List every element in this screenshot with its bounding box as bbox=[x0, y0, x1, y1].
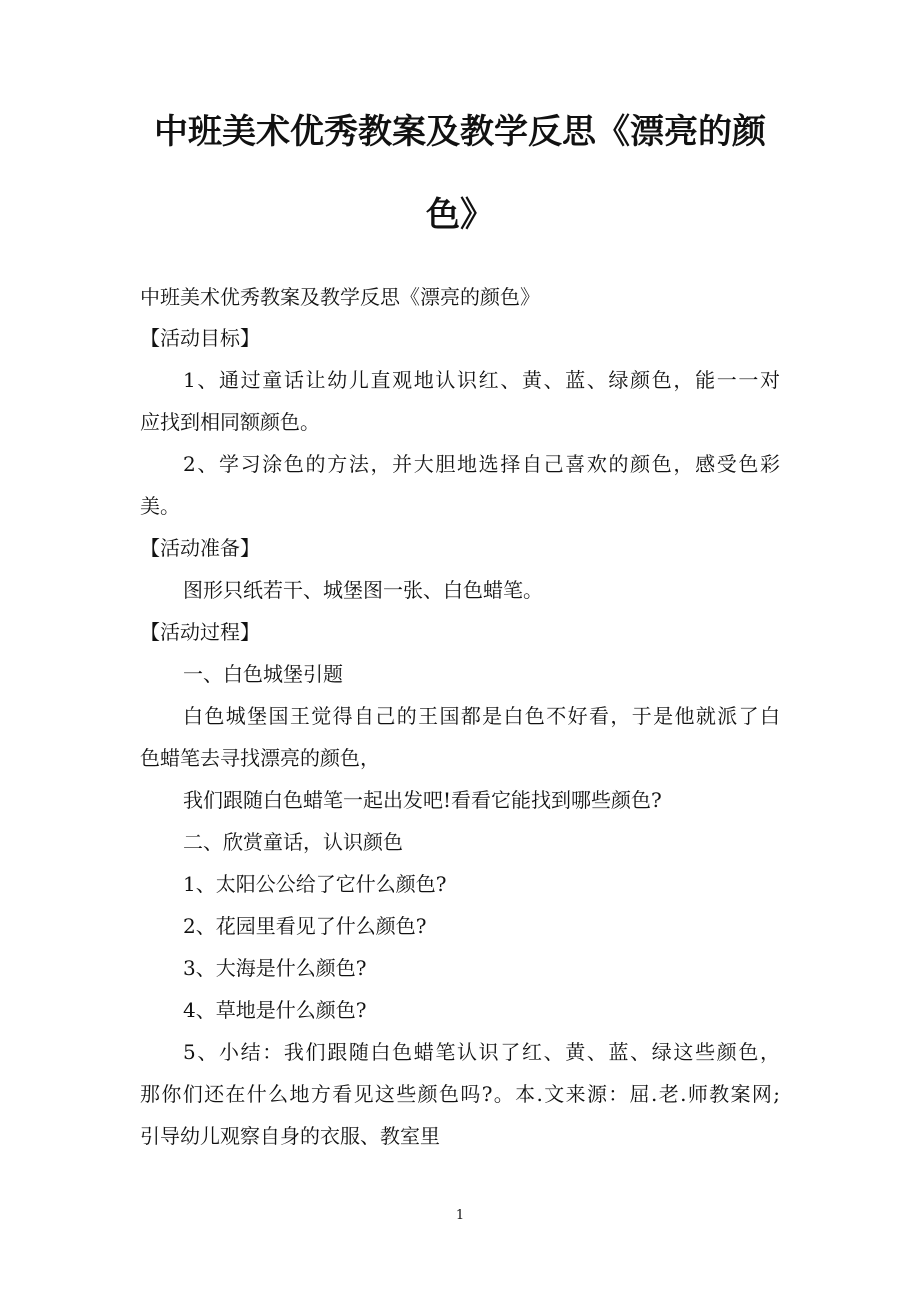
goal-2-line-2: 美。 bbox=[140, 494, 180, 518]
document-title-line1: 中班美术优秀教案及教学反思《漂亮的颜 bbox=[154, 112, 766, 152]
summary-line-2: 那你们还在什么地方看见这些颜色吗?。本.文来源：屈.老.师教案网; bbox=[140, 1082, 780, 1106]
goal-1-line-2: 应找到相同额颜色。 bbox=[140, 410, 320, 434]
question-1: 1、太阳公公给了它什么颜色? bbox=[183, 872, 447, 896]
question-2: 2、花园里看见了什么颜色? bbox=[183, 914, 427, 938]
goal-1-line-1: 1、通过童话让幼儿直观地认识红、黄、蓝、绿颜色，能一一对 bbox=[183, 368, 780, 392]
step-1-paragraph-1-line-1: 白色城堡国王觉得自己的王国都是白色不好看，于是他就派了白 bbox=[183, 704, 780, 728]
question-3: 3、大海是什么颜色? bbox=[183, 956, 367, 980]
document-title-line2: 色》 bbox=[426, 195, 494, 235]
document-subtitle: 中班美术优秀教案及教学反思《漂亮的颜色》 bbox=[140, 285, 540, 309]
step-1-heading: 一、白色城堡引题 bbox=[183, 662, 343, 686]
section-heading-process: 【活动过程】 bbox=[140, 620, 260, 644]
summary-line-1: 5、小结：我们跟随白色蜡笔认识了红、黄、蓝、绿这些颜色， bbox=[183, 1040, 780, 1064]
step-2-heading: 二、欣赏童话，认识颜色 bbox=[183, 830, 403, 854]
step-1-paragraph-2: 我们跟随白色蜡笔一起出发吧!看看它能找到哪些颜色? bbox=[183, 788, 662, 812]
preparation-text: 图形只纸若干、城堡图一张、白色蜡笔。 bbox=[183, 578, 543, 602]
step-1-paragraph-1-line-2: 色蜡笔去寻找漂亮的颜色， bbox=[140, 746, 380, 770]
section-heading-goals: 【活动目标】 bbox=[140, 326, 260, 350]
section-heading-preparation: 【活动准备】 bbox=[140, 536, 260, 560]
question-4: 4、草地是什么颜色? bbox=[183, 998, 367, 1022]
page-number: 1 bbox=[455, 1208, 465, 1223]
goal-2-line-1: 2、学习涂色的方法，并大胆地选择自己喜欢的颜色，感受色彩 bbox=[183, 452, 780, 476]
summary-line-3: 引导幼儿观察自身的衣服、教室里 bbox=[140, 1124, 440, 1148]
